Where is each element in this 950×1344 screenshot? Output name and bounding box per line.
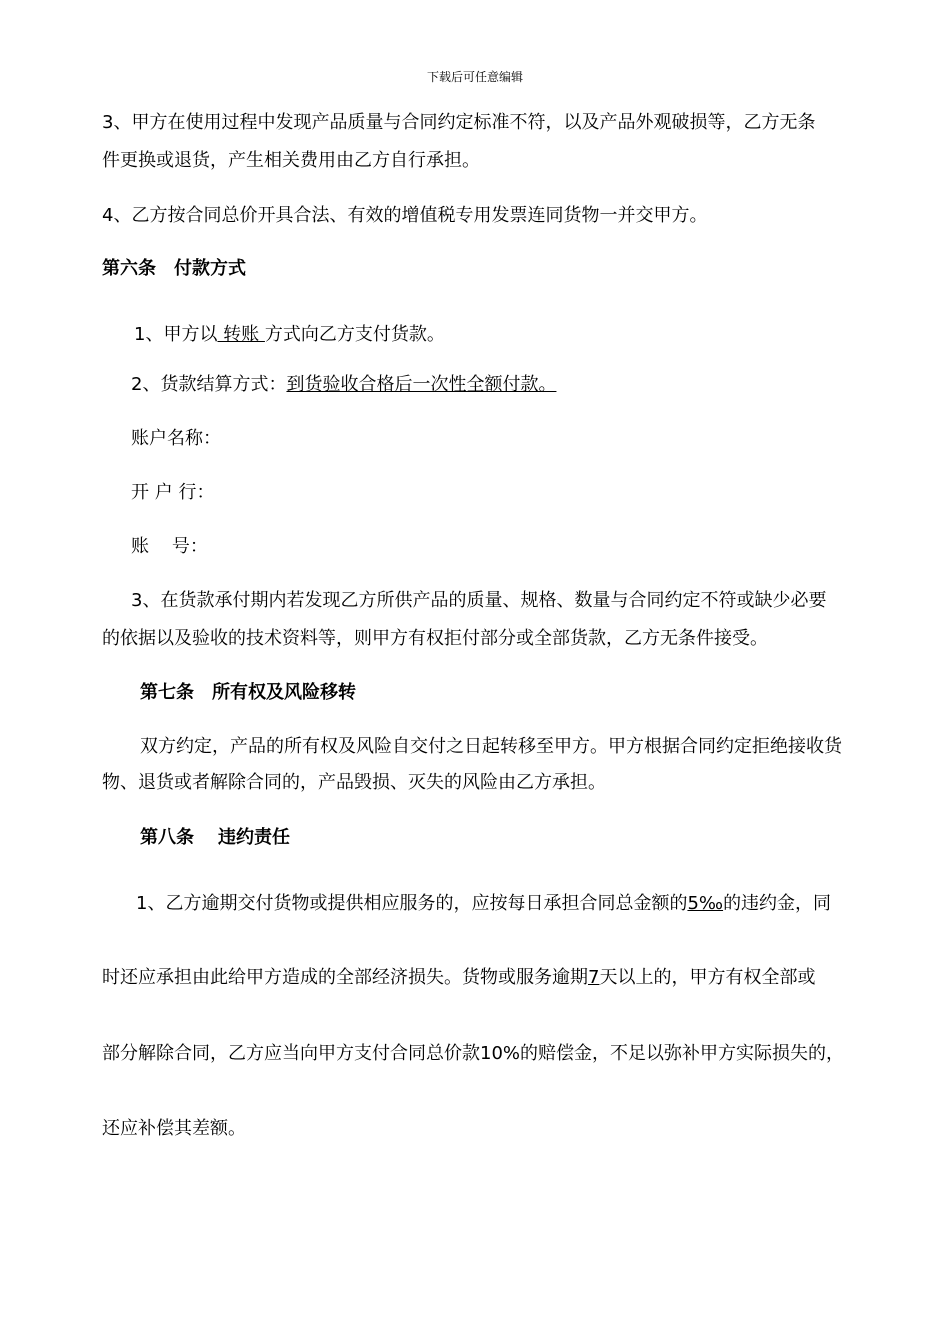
article-8-line-1 [136, 891, 911, 917]
article-8-line-2 [102, 965, 877, 991]
payment-method-line [134, 322, 909, 348]
article-7-title: 所有权及风险移转 [212, 682, 356, 703]
clause-3-line-1: 3、甲方在使用过程中发现产品质量与合同约定标准不符，以及产品外观破损等，乙方无条 [102, 112, 816, 133]
account-name-label: 账户名称： [131, 428, 221, 449]
article-7-line-1: 双方约定，产品的所有权及风险自交付之日起转移至甲方。甲方根据合同约定拒绝接收货 [140, 736, 842, 757]
account-number-label: 账 号： [131, 536, 208, 557]
clause-3-line-2: 件更换或退货，产生相关费用由乙方自行承担。 [102, 150, 480, 171]
delay-prefix: 时还应承担由此给甲方造成的全部经济损失。货物或服务逾期 [102, 967, 588, 988]
article-7-number: 第七条 [140, 682, 194, 703]
payment-method-prefix: 1、甲方以 [134, 324, 218, 345]
penalty-suffix: 的违约金，同 [723, 893, 832, 914]
settlement-value: 到货验收合格后一次性全额付款。 [286, 374, 557, 395]
payment-method-value: 转账 [217, 324, 265, 345]
article-8-heading [140, 825, 915, 851]
delay-days: 7 [588, 967, 600, 988]
article-8-title: 违约责任 [218, 827, 290, 848]
article-7-heading [140, 680, 915, 706]
payment-method-suffix: 方式向乙方支付货款。 [264, 324, 445, 345]
clause-4: 4、乙方按合同总价开具合法、有效的增值税专用发票连同货物一并交甲方。 [102, 205, 708, 226]
article-8-line-4: 还应补偿其差额。 [102, 1118, 246, 1139]
penalty-prefix: 1、乙方逾期交付货物或提供相应服务的，应按每日承担合同总金额的 [136, 893, 688, 914]
clause-6-3-line-1: 3、在货款承付期内若发现乙方所供产品的质量、规格、数量与合同约定不符或缺少必要 [131, 590, 827, 611]
delay-suffix: 天以上的，甲方有权全部或 [599, 967, 816, 988]
article-6-title: 付款方式 [174, 258, 246, 279]
clause-6-3-line-2: 的依据以及验收的技术资料等，则甲方有权拒付部分或全部货款，乙方无条件接受。 [102, 628, 768, 649]
settlement-prefix: 2、货款结算方式： [131, 374, 287, 395]
page-header: 下载后可任意编辑 [426, 70, 523, 84]
article-6-number: 第六条 [102, 258, 156, 279]
article-8-number: 第八条 [140, 827, 194, 848]
settlement-line [131, 372, 906, 398]
article-8-line-3: 部分解除合同，乙方应当向甲方支付合同总价款10%的赔偿金，不足以弥补甲方实际损失的， [102, 1043, 845, 1064]
article-7-line-2: 物、退货或者解除合同的，产品毁损、灭失的风险由乙方承担。 [102, 772, 606, 793]
bank-label: 开 户 行： [131, 482, 215, 503]
article-6-heading [102, 256, 877, 282]
penalty-rate: 5‰ [687, 893, 724, 914]
